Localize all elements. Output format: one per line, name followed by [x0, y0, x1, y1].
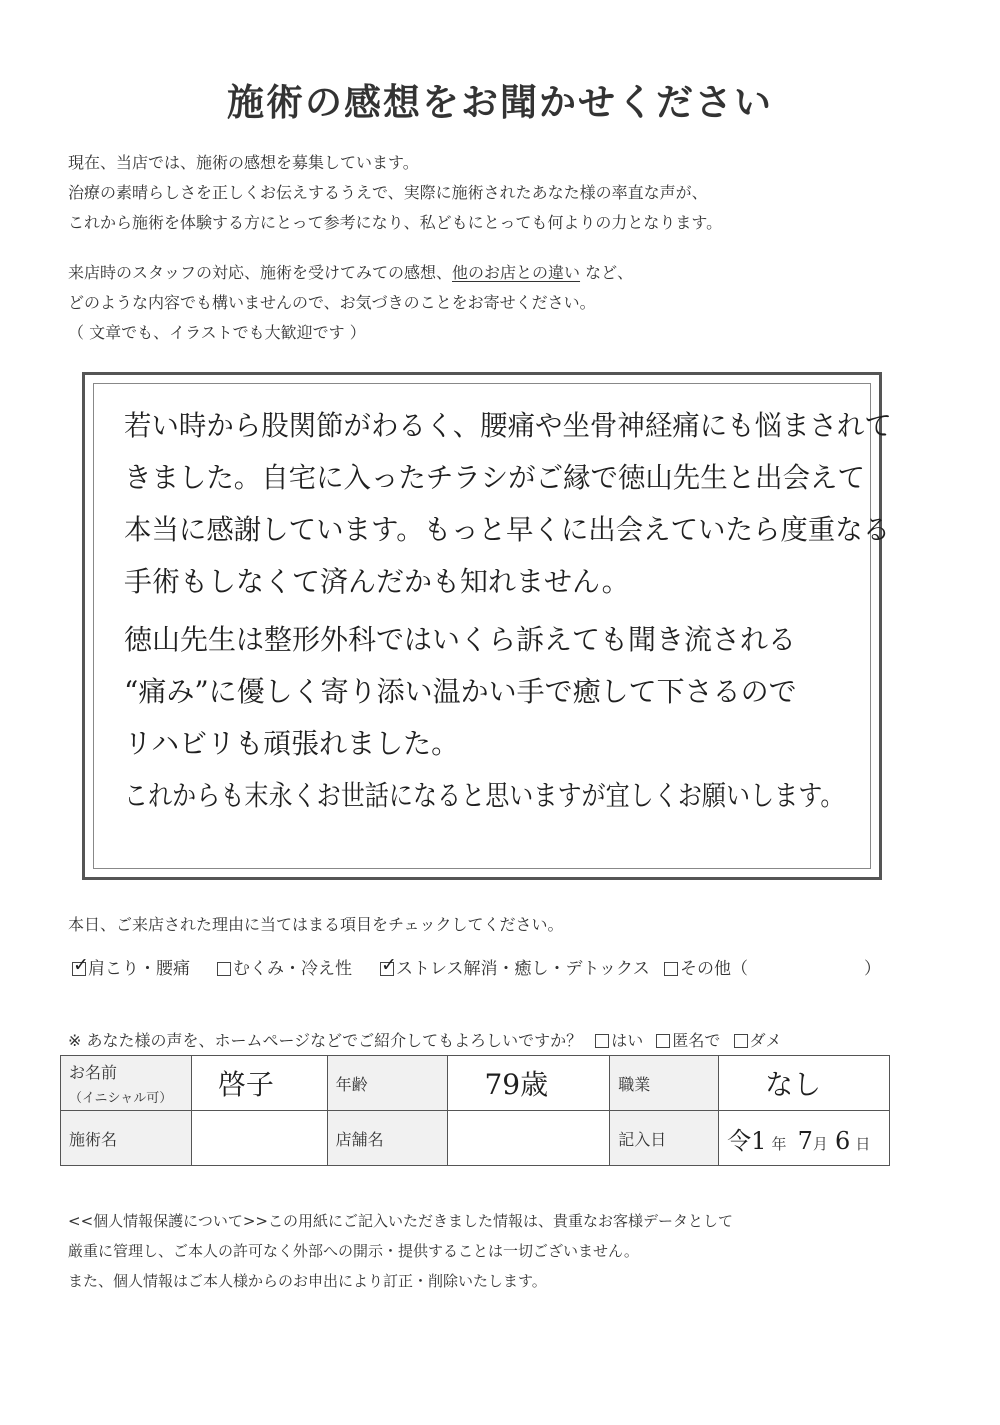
store-label: 店舗名	[327, 1111, 448, 1166]
store-field[interactable]	[448, 1111, 610, 1166]
reason-option-swelling[interactable]	[217, 954, 352, 979]
option-label: 肩こり・腰痛	[88, 959, 190, 979]
checkbox-checked-icon[interactable]	[380, 962, 394, 976]
option-label: 匿名で	[672, 1031, 721, 1050]
request-line-2: どのような内容でも構いませんので、お気づきのことをお寄せください。	[68, 293, 596, 312]
option-label: ストレス解消・癒し・デトックス	[396, 959, 650, 979]
request-line-3: （ 文章でも、イラストでも大歓迎です ）	[68, 323, 366, 342]
date-month-unit: 月	[812, 1134, 828, 1153]
page-title: 施術の感想をお聞かせください	[227, 81, 773, 124]
request-text: 来店時のスタッフの対応、施術を受けてみての感想、	[68, 263, 453, 282]
consent-question-row	[68, 1028, 782, 1051]
date-label: 記入日	[610, 1111, 719, 1166]
consent-option-anonymous[interactable]	[648, 1031, 720, 1050]
privacy-line-1: <<個人情報保護について>>この用紙にご記入いただきました情報は、貴重なお客様データとして	[68, 1212, 733, 1230]
comment-line: 手術もしなくて済んだかも知れません。	[124, 565, 630, 598]
table-row	[61, 1111, 890, 1166]
checkbox-icon[interactable]	[595, 1034, 609, 1048]
comment-line: これからも末永くお世話になると思いますが宜しくお願いします。	[124, 779, 845, 812]
checkbox-icon[interactable]	[734, 1034, 748, 1048]
request-line-1	[68, 260, 633, 283]
option-label: ダメ	[749, 1031, 782, 1050]
comment-box-inner-frame	[93, 383, 892, 869]
reason-option-stress[interactable]	[380, 954, 650, 979]
comment-line: “痛み”に優しく寄り添い温かい手で癒して下さるので	[124, 675, 797, 708]
date-day-unit: 日	[855, 1134, 871, 1153]
comment-box	[82, 372, 892, 880]
consent-question: ※ あなた様の声を、ホームページなどでご紹介してもよろしいですか？	[68, 1031, 583, 1050]
intro-line-2: 治療の素晴らしさを正しくお伝えするうえで、実際に施術されたあなた様の率直な声が、	[68, 183, 708, 202]
consent-option-no[interactable]	[726, 1031, 782, 1050]
job-label: 職業	[610, 1056, 719, 1111]
comment-line: 本当に感謝しています。もっと早くに出会えていたら度重なる	[124, 513, 891, 546]
date-year-unit: 年	[771, 1134, 787, 1153]
name-sublabel: （イニシャル可）	[69, 1091, 173, 1106]
comment-line: きました。自宅に入ったチラシがご縁で徳山先生と出会えて	[124, 461, 865, 494]
privacy-line-2: 厳重に管理し、ご本人の許可なく外部への開示・提供することは一切ございません。	[68, 1242, 639, 1260]
privacy-line-3: また、個人情報はご本人様からのお申出により訂正・削除いたします。	[68, 1272, 547, 1290]
intro-line-3: これから施術を体験する方にとって参考になり、私どもにとっても何よりの力となります。	[68, 213, 723, 232]
name-field[interactable]	[191, 1056, 327, 1111]
checkbox-icon[interactable]	[656, 1034, 670, 1048]
checkbox-icon[interactable]	[664, 962, 678, 976]
table-row	[61, 1056, 890, 1111]
option-label: はい	[611, 1031, 644, 1050]
age-value: 79歳	[484, 1068, 549, 1101]
age-field[interactable]	[448, 1056, 610, 1111]
comment-line: リハビリも頑張れました。	[124, 727, 460, 760]
consent-option-yes[interactable]	[587, 1031, 643, 1050]
reason-option-shoulder[interactable]	[72, 954, 190, 979]
treatment-field[interactable]	[191, 1111, 327, 1166]
reason-option-other[interactable]	[664, 954, 748, 979]
name-label-cell	[61, 1056, 192, 1111]
checkbox-icon[interactable]	[217, 962, 231, 976]
treatment-label: 施術名	[61, 1111, 192, 1166]
other-close-paren: ）	[864, 959, 881, 979]
name-label: お名前	[69, 1063, 118, 1082]
comment-line: 徳山先生は整形外科ではいくら訴えても聞き流される	[124, 623, 797, 656]
checkbox-checked-icon[interactable]	[72, 962, 86, 976]
date-day: 6	[835, 1126, 851, 1155]
option-label: その他（	[680, 959, 748, 979]
age-label: 年齢	[327, 1056, 448, 1111]
reason-prompt: 本日、ご来店された理由に当てはまる項目をチェックしてください。	[68, 915, 564, 934]
request-underlined-text: 他のお店との違い	[452, 263, 581, 282]
job-value: なし	[765, 1068, 822, 1101]
comment-line: 若い時から股関節がわるく、腰痛や坐骨神経痛にも悩まされて	[124, 409, 892, 442]
date-era: 令1	[727, 1126, 767, 1155]
date-field[interactable]	[719, 1111, 890, 1166]
job-field[interactable]	[719, 1056, 890, 1111]
date-month: 7	[797, 1126, 813, 1155]
name-value: 啓子	[217, 1068, 274, 1101]
info-table	[60, 1055, 890, 1166]
request-text-end: など、	[580, 263, 634, 282]
intro-line-1: 現在、当店では、施術の感想を募集しています。	[68, 153, 419, 172]
option-label: むくみ・冷え性	[233, 959, 352, 979]
